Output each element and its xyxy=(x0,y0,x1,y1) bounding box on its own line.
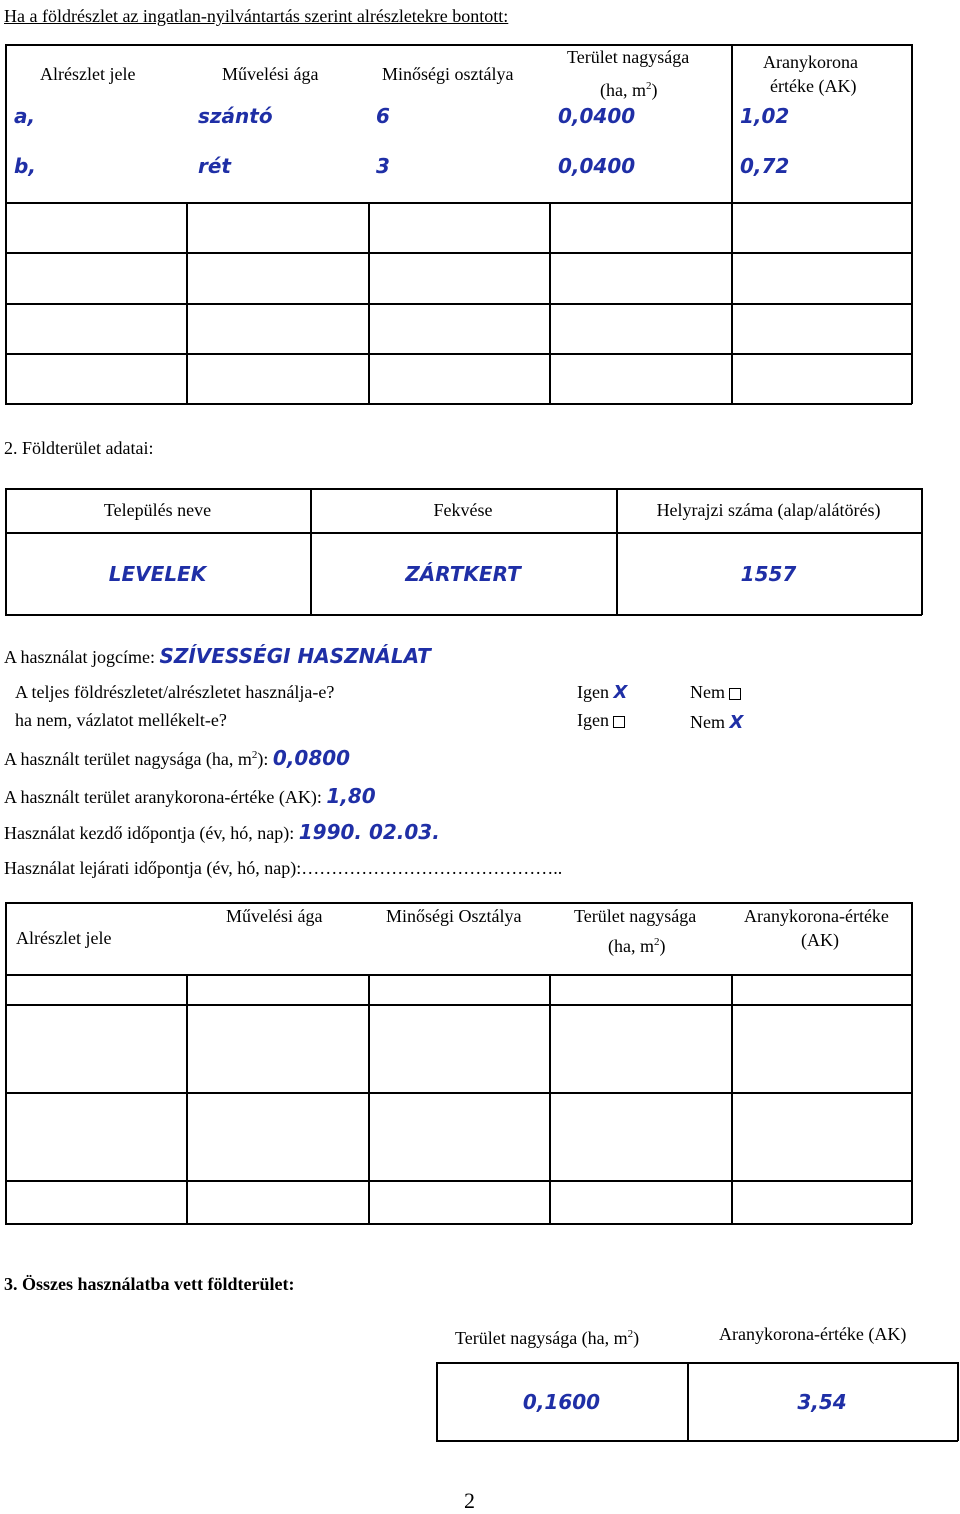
q1-nem: Nem xyxy=(690,682,741,703)
lejarat-row: Használat lejárati időpontja (év, hó, nap):…………………………………….. xyxy=(4,858,563,878)
s3-header-terulet: Terület nagysága (ha, $m^2$) xyxy=(455,1328,640,1348)
row-b-muvelesi: rét xyxy=(198,154,231,178)
terulet-row: A használt terület nagysága (ha, $m^2$): 0,0800 xyxy=(4,746,351,770)
header-terulet-unit: (ha, $m^2$) xyxy=(600,80,658,100)
value-helyrajzi: 1557 xyxy=(740,562,797,586)
row-a-terulet: 0,0400 xyxy=(558,104,636,128)
kezdo-row: Használat kezdő időpontja (év, hó, nap): 1990. 02.03. xyxy=(4,820,440,844)
header-ak-2: értéke (AK) xyxy=(770,76,857,96)
total-ak-value: 3,54 xyxy=(797,1390,847,1414)
q1-igen: Igen X xyxy=(577,682,628,703)
value-telepules: LEVELEK xyxy=(108,562,207,586)
t2-header-terulet: Terület nagysága xyxy=(574,906,697,926)
page-number: 2 xyxy=(464,1488,475,1513)
row-b-ak: 0,72 xyxy=(740,154,790,178)
section2-title: 2. Földterület adatai: xyxy=(4,438,154,458)
question-sketch: ha nem, vázlatot mellékelt-e? xyxy=(15,710,227,730)
t2-header-ak-unit: (AK) xyxy=(801,930,839,950)
question-full-use: A teljes földrészletet/alrészletet használja-e? xyxy=(15,682,335,702)
row-a-jel: a, xyxy=(14,104,36,128)
kezdo-value: 1990. 02.03. xyxy=(298,820,440,844)
row-a-ak: 1,02 xyxy=(740,104,790,128)
intro-text: Ha a földrészlet az ingatlan-nyilvántartás szerint alrészletekre bontott: xyxy=(4,6,509,26)
header-helyrajzi: Helyrajzi száma (alap/alátörés) xyxy=(656,500,881,520)
header-alreszlet: Alrészlet jele xyxy=(40,64,136,84)
row-b-jel: b, xyxy=(14,154,36,178)
t2-header-alreszlet: Alrészlet jele xyxy=(16,928,112,948)
header-ak-1: Aranykorona xyxy=(763,52,858,72)
row-a-minoseg: 6 xyxy=(376,104,390,128)
header-muvelesi: Művelési ága xyxy=(222,64,319,84)
total-terulet-value: 0,1600 xyxy=(522,1390,601,1414)
q2-igen-checkbox[interactable] xyxy=(613,716,625,728)
value-fekves: ZÁRTKERT xyxy=(405,562,521,586)
ak-row: A használt terület aranykorona-értéke (AK): 1,80 xyxy=(4,784,376,808)
jogcim-label: A használat jogcíme: xyxy=(4,647,155,667)
t2-header-muvelesi: Művelési ága xyxy=(226,906,323,926)
q2-igen: Igen xyxy=(577,710,625,731)
s3-header-ak: Aranykorona-értéke (AK) xyxy=(719,1324,907,1344)
header-fekves: Fekvése xyxy=(433,500,493,520)
t2-header-ak: Aranykorona-értéke xyxy=(744,906,889,926)
section3-title: 3. Összes használatba vett földterület: xyxy=(4,1274,295,1294)
t2-header-minosegi: Minőségi Osztálya xyxy=(386,906,522,926)
q1-igen-mark: X xyxy=(613,682,628,703)
header-telepules: Település neve xyxy=(103,500,212,520)
q2-nem-mark: X xyxy=(729,712,744,733)
row-b-terulet: 0,0400 xyxy=(558,154,636,178)
header-minosegi: Minőségi osztálya xyxy=(382,64,514,84)
jogcim-row xyxy=(4,644,431,668)
q2-nem: Nem X xyxy=(690,712,744,733)
header-terulet: Terület nagysága xyxy=(567,47,690,67)
ak-value: 1,80 xyxy=(326,784,376,808)
jogcim-value: SZÍVESSÉGI HASZNÁLAT xyxy=(159,644,431,668)
t2-header-terulet-unit: (ha, $m^2$) xyxy=(608,936,666,956)
row-a-muvelesi: szántó xyxy=(198,104,273,128)
q1-nem-checkbox[interactable] xyxy=(729,688,741,700)
terulet-value: 0,0800 xyxy=(272,746,351,770)
row-b-minoseg: 3 xyxy=(376,154,390,178)
